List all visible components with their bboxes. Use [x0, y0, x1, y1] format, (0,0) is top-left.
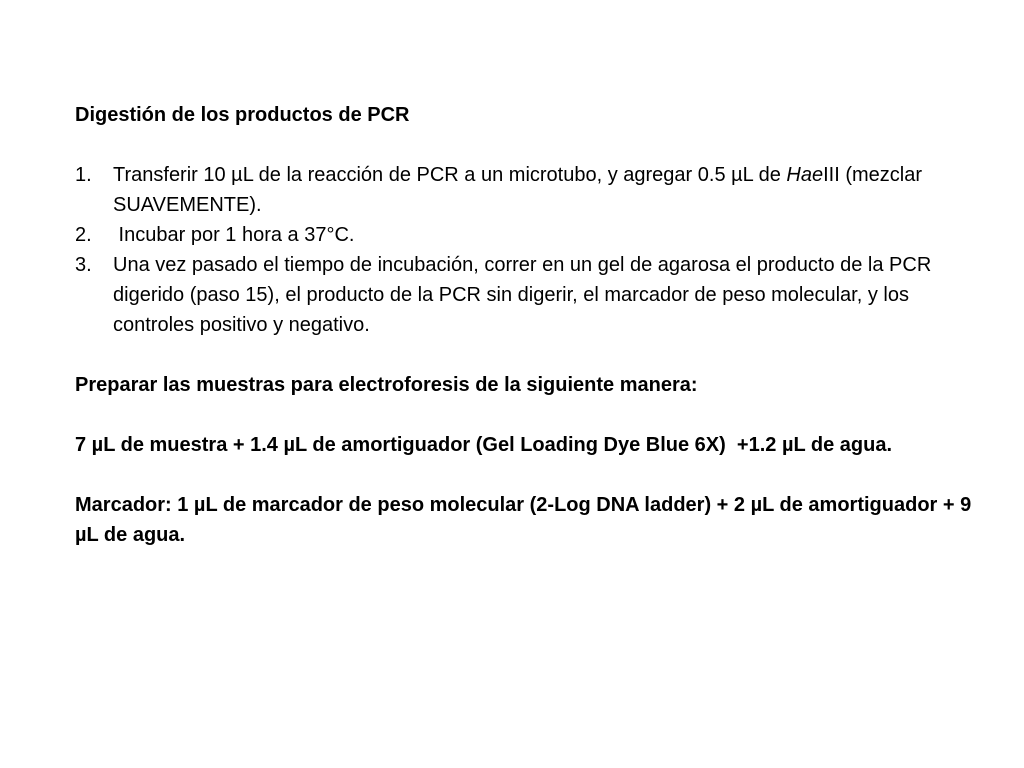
- slide-title: Digestión de los productos de PCR: [75, 104, 410, 126]
- sample-mix-text: 7 µL de muestra + 1.4 µL de amortiguador (Gel Loading Dye Blue 6X) +1.2 µL de agua.: [75, 434, 893, 456]
- list-item: [75, 250, 975, 340]
- step-text: III (mezclar SUAVEMENTE).: [113, 164, 922, 216]
- list-item: [75, 160, 975, 220]
- step-text: Una vez pasado el tiempo de incubación, correr en un gel de agarosa el producto de la PCR digerido (paso 15), el producto de la PCR sin digerir, el marcador de peso molecular, y los controles positivo y negativo.: [113, 254, 932, 336]
- slide-content: [75, 100, 975, 550]
- step-number: 1.: [75, 164, 92, 186]
- prep-heading: Preparar las muestras para electroforesis de la siguiente manera:: [75, 374, 698, 396]
- step-number: 2.: [75, 224, 92, 246]
- step-text: Incubar por 1 hora a 37°C.: [113, 224, 355, 246]
- step-text: Transferir 10 µL de la reacción de PCR a un microtubo, y agregar 0.5 µL de: [113, 164, 787, 186]
- marker-mix-text: Marcador: 1 µL de marcador de peso molecular (2-Log DNA ladder) + 2 µL de amortiguador + 9 µL de agua.: [75, 494, 972, 546]
- list-item: [75, 220, 975, 250]
- enzyme-name-italic: Hae: [786, 164, 824, 186]
- step-number: 3.: [75, 254, 92, 276]
- steps-list: [75, 160, 975, 340]
